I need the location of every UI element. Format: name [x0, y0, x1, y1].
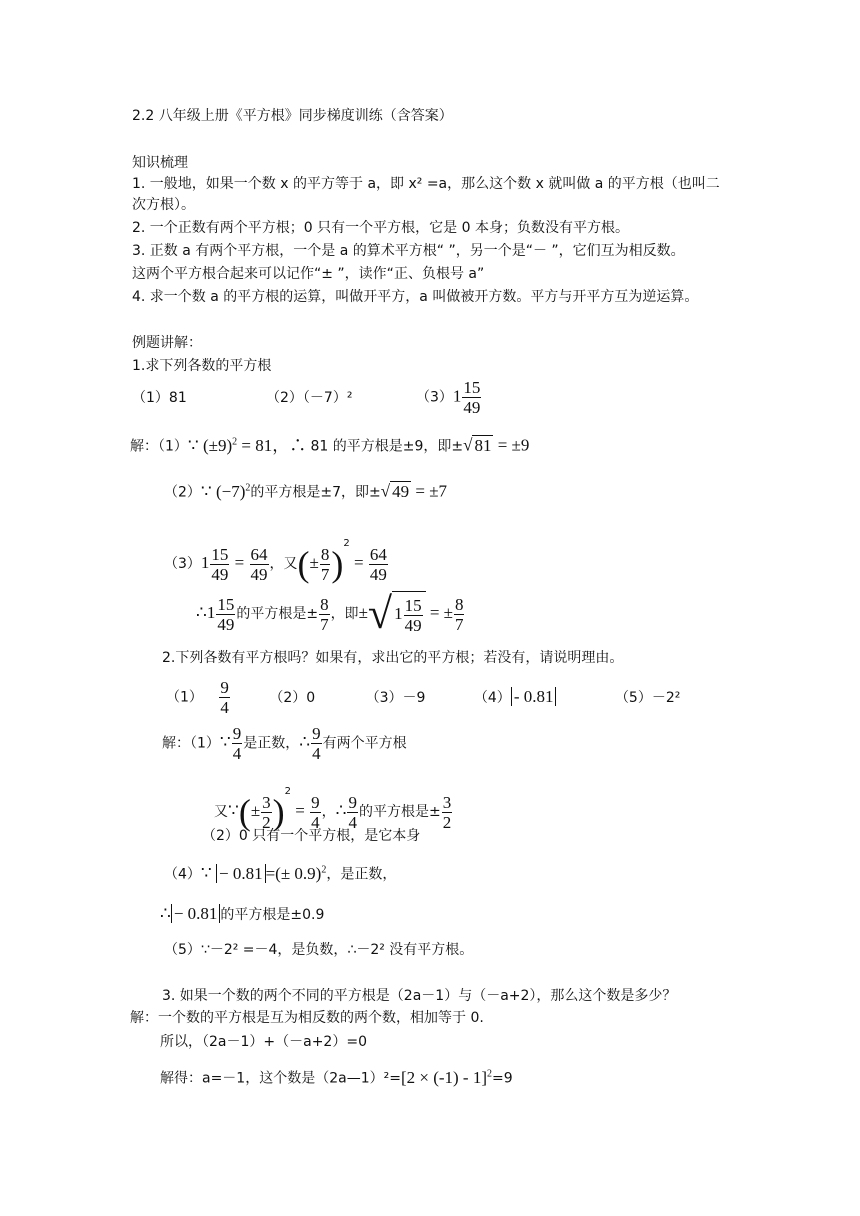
example-3-line-1: 解：一个数的平方根是互为相反数的两个数，相加等于 0.: [130, 1010, 484, 1026]
example-1-solution-1: 解：（1）∵ $(\pm 9)^2 = 81$，∴ 81 的平方根是±9，即±√ 81 = ±9: [130, 435, 530, 455]
knowledge-point-3-cont: 这两个平方根合起来可以记作“± ”，读作“正、负根号 a”: [132, 266, 485, 282]
knowledge-point-1: 1. 一般地，如果一个数 x 的平方等于 a，即 x² =a，那么这个数 x 就叫做 a 的平方根（也叫二: [132, 176, 720, 192]
knowledge-point-3: 3. 正数 a 有两个平方根，一个是 a 的算术平方根“ ”，另一个是“－ ”，它们互为相反数。: [132, 243, 685, 259]
example-1-item-2: （2）（－7）²: [266, 390, 353, 406]
knowledge-point-2: 2. 一个正数有两个平方根；0 只有一个平方根，它是 0 本身；负数没有平方根。: [132, 220, 629, 236]
example-2-solution-2: （2）0 只有一个平方根，是它本身: [202, 828, 421, 844]
example-2-solution-5: （5）∵－2² =－4，是负数，∴－2² 没有平方根。: [164, 942, 474, 958]
example-2-solution-1b: 又∵(± $\frac{3}{2}$ )$^2$ = $\frac{9}{4}$ ，∴ $\frac{9}{4}$ 的平方根是± $\frac{3}{2}$: [214, 786, 452, 832]
example-1-solution-4: ∴1 $\frac{15}{49}$ 的平方根是± $\frac{8}{7}$ ，即±√ 1 $\frac{15}{49}$ = ± $\frac{8}{7}$: [196, 589, 464, 638]
example-1-solution-3: （3）1 $\frac{15}{49}$ = $\frac{64}{49}$ ，又(± $\frac{8}{7}$ )$^2$ = $\frac{64}{49}$: [164, 538, 387, 584]
knowledge-point-4: 4. 求一个数 a 的平方根的运算，叫做开平方，a 叫做被开方数。平方与开平方互为逆运算。: [132, 289, 699, 305]
section-heading-examples: 例题讲解：: [132, 335, 202, 351]
example-1-item-3: （3）1 $\frac{15}{49}$: [416, 378, 481, 417]
doc-title: 2.2 八年级上册《平方根》同步梯度训练（含答案）: [132, 108, 453, 124]
example-2-items: （1） $\frac{9}{4}$ （2）0 （3）－9 （4） - 0.81 （5）－2²: [166, 678, 681, 717]
example-3-prompt: 3. 如果一个数的两个不同的平方根是（2a－1）与（－a+2），那么这个数是多少？: [162, 988, 677, 1004]
section-heading-knowledge: 知识梳理: [132, 155, 188, 171]
example-1-item-1: （1）81: [132, 390, 187, 406]
example-2-solution-4b: ∴ − 0.81 的平方根是±0.9: [160, 904, 325, 923]
example-2-solution-4: （4）∵ − 0.81 =(± 0.9)$^2$，是正数，: [164, 863, 397, 883]
example-1-solution-2: （2）∵ $(-7)^2$的平方根是±7，即±√ 49 = ±7: [164, 481, 448, 501]
example-2-prompt: 2.下列各数有平方根吗？如果有，求出它的平方根；若没有，请说明理由。: [162, 650, 624, 666]
example-2-solution-1: 解：（1）∵ $\frac{9}{4}$ 是正数，∴ $\frac{9}{4}$ 有两个平方根: [162, 724, 407, 763]
example-1-prompt: 1.求下列各数的平方根: [132, 358, 272, 374]
knowledge-point-1-cont: 次方根）。: [132, 197, 195, 213]
example-3-line-2: 所以，（2a－1）+（－a+2）=0: [160, 1034, 367, 1050]
example-3-line-3: 解得：a=－1，这个数是（2a—1）²=[2 × (-1) - 1]$^2$=9: [160, 1067, 513, 1087]
